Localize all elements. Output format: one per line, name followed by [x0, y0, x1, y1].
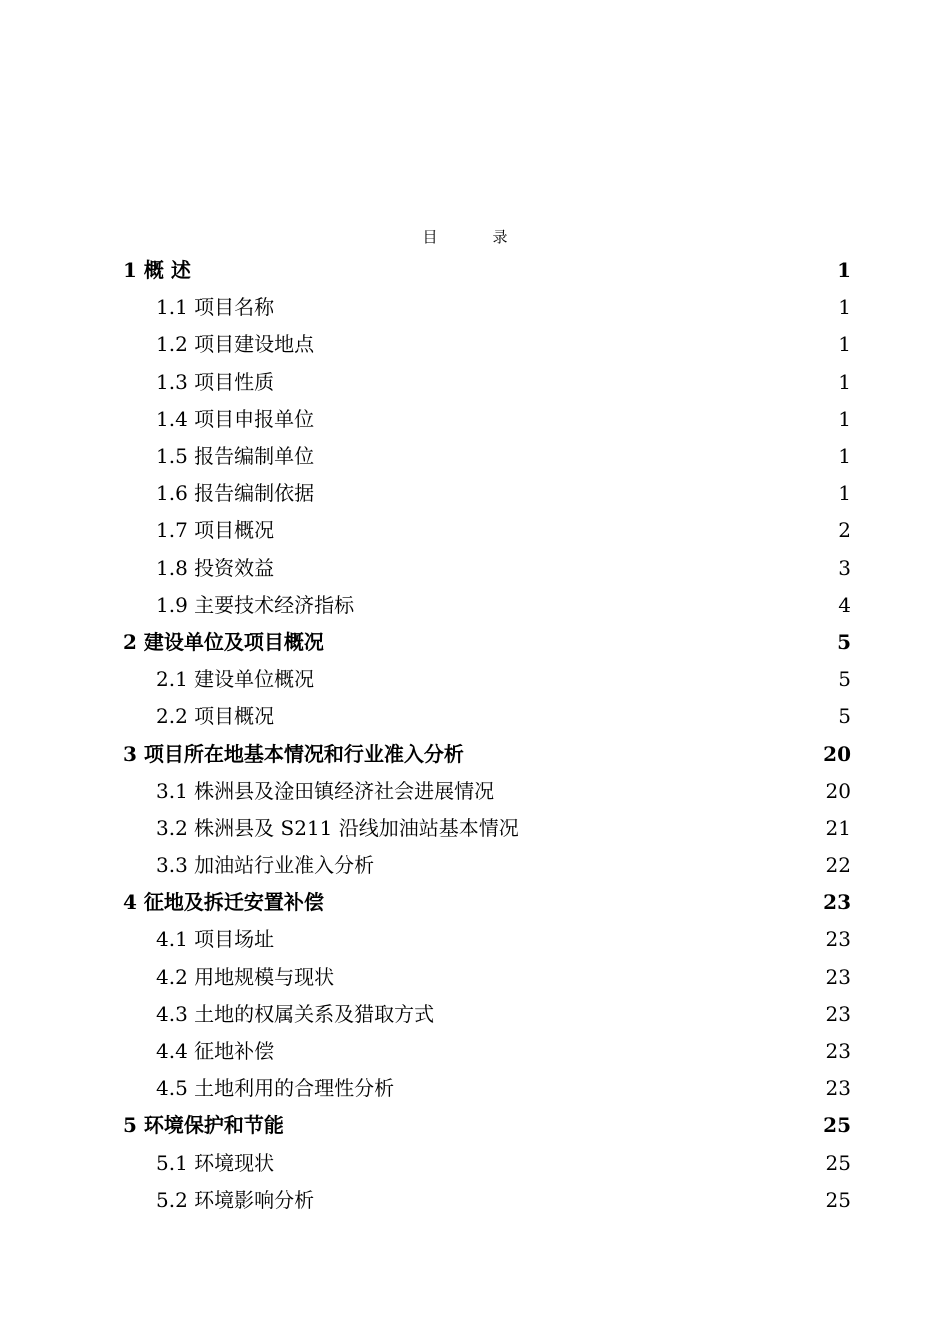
toc-entry-page-number: 5	[838, 667, 851, 692]
toc-entry-text: 报告编制依据	[194, 481, 315, 506]
toc-entry-label	[156, 773, 494, 810]
toc-chapter-entry[interactable]	[123, 884, 851, 921]
toc-entry-text: 加油站行业准入分析	[194, 853, 375, 878]
toc-entry-number: 3.1	[156, 778, 188, 803]
toc-section-entry[interactable]	[123, 959, 851, 996]
toc-entry-text: 项目建设地点	[194, 332, 315, 357]
toc-entry-number: 1.4	[156, 406, 188, 431]
toc-entry-number: 4.4	[156, 1039, 188, 1064]
toc-section-entry[interactable]	[123, 587, 851, 624]
toc-entry-label	[156, 1070, 394, 1107]
toc-entry-page-number: 25	[825, 1150, 851, 1175]
toc-entry-text: 株洲县及淦田镇经济社会进展情况	[194, 778, 495, 803]
toc-entry-page-number: 23	[825, 964, 851, 989]
toc-entry-number: 2.1	[156, 667, 188, 692]
toc-entry-page-number: 23	[825, 1039, 851, 1064]
toc-entry-label	[156, 698, 274, 735]
toc-section-entry[interactable]	[123, 550, 851, 587]
toc-entry-text: 环境现状	[194, 1150, 275, 1175]
toc-entry-page-number: 1	[838, 481, 851, 506]
toc-entry-text: 环境保护和节能	[143, 1113, 284, 1138]
toc-chapter-entry[interactable]	[123, 735, 851, 772]
toc-entry-text: 株洲县及 S211 沿线加油站基本情况	[194, 815, 519, 840]
toc-entry-number: 1	[123, 258, 137, 283]
toc-entry-number: 1.5	[156, 444, 188, 469]
toc-entry-label	[156, 438, 314, 475]
toc-entry-number: 2.2	[156, 704, 188, 729]
toc-chapter-entry[interactable]	[123, 252, 851, 289]
toc-entry-text: 项目所在地基本情况和行业准入分析	[143, 741, 464, 766]
toc-entry-text: 项目性质	[194, 369, 275, 394]
toc-entry-label	[156, 1182, 314, 1219]
toc-entry-page-number: 5	[838, 704, 851, 729]
toc-entry-text: 报告编制单位	[194, 444, 315, 469]
toc-section-entry[interactable]	[123, 364, 851, 401]
table-of-contents	[123, 252, 851, 1219]
toc-section-entry[interactable]	[123, 1070, 851, 1107]
toc-entry-page-number: 21	[825, 815, 851, 840]
toc-chapter-entry[interactable]	[123, 624, 851, 661]
toc-entry-number: 1.9	[156, 592, 188, 617]
toc-entry-text: 征地补偿	[194, 1039, 275, 1064]
toc-entry-label	[156, 921, 274, 958]
toc-entry-label	[156, 959, 334, 996]
toc-section-entry[interactable]	[123, 475, 851, 512]
toc-entry-number: 4.3	[156, 1001, 188, 1026]
toc-entry-text: 土地的权属关系及猎取方式	[194, 1001, 435, 1026]
toc-entry-text: 项目场址	[194, 927, 275, 952]
toc-entry-text: 主要技术经济指标	[194, 592, 355, 617]
toc-entry-text: 项目名称	[194, 295, 275, 320]
toc-section-entry[interactable]	[123, 438, 851, 475]
toc-entry-page-number: 1	[838, 406, 851, 431]
toc-entry-label	[156, 289, 274, 326]
toc-entry-label	[156, 810, 519, 847]
toc-section-entry[interactable]	[123, 810, 851, 847]
toc-entry-number: 5	[123, 1113, 137, 1138]
toc-entry-page-number: 23	[825, 927, 851, 952]
toc-entry-page-number: 2	[838, 518, 851, 543]
toc-entry-page-number: 25	[825, 1187, 851, 1212]
toc-entry-text: 项目概况	[194, 518, 275, 543]
toc-entry-number: 5.2	[156, 1187, 188, 1212]
toc-entry-text: 建设单位概况	[194, 667, 315, 692]
toc-entry-number: 1.2	[156, 332, 188, 357]
toc-entry-number: 5.1	[156, 1150, 188, 1175]
toc-entry-text: 征地及拆迁安置补偿	[143, 890, 324, 915]
toc-entry-number: 3.3	[156, 853, 188, 878]
toc-entry-page-number: 1	[838, 332, 851, 357]
toc-entry-page-number: 1	[838, 369, 851, 394]
toc-section-entry[interactable]	[123, 698, 851, 735]
toc-section-entry[interactable]	[123, 401, 851, 438]
toc-entry-page-number: 20	[823, 741, 851, 766]
toc-entry-number: 1.6	[156, 481, 188, 506]
toc-entry-label	[123, 624, 324, 661]
toc-entry-page-number: 5	[837, 629, 851, 654]
toc-entry-page-number: 20	[825, 778, 851, 803]
toc-section-entry[interactable]	[123, 847, 851, 884]
toc-entry-text: 环境影响分析	[194, 1187, 315, 1212]
toc-entry-label	[156, 512, 274, 549]
toc-entry-label	[156, 1145, 274, 1182]
toc-entry-label	[156, 847, 374, 884]
toc-section-entry[interactable]	[123, 326, 851, 363]
toc-entry-label	[156, 326, 314, 363]
toc-entry-text: 项目概况	[194, 704, 275, 729]
toc-entry-page-number: 1	[837, 258, 851, 283]
toc-entry-number: 4	[123, 890, 137, 915]
toc-entry-page-number: 22	[825, 853, 851, 878]
toc-entry-text: 建设单位及项目概况	[143, 629, 324, 654]
toc-entry-label	[156, 1033, 274, 1070]
toc-section-entry[interactable]	[123, 512, 851, 549]
toc-entry-page-number: 1	[838, 295, 851, 320]
toc-entry-label	[156, 401, 314, 438]
toc-entry-number: 1.8	[156, 555, 188, 580]
toc-section-entry[interactable]	[123, 289, 851, 326]
toc-entry-number: 2	[123, 629, 137, 654]
toc-entry-text: 土地利用的合理性分析	[194, 1076, 395, 1101]
toc-section-entry[interactable]	[123, 661, 851, 698]
toc-entry-page-number: 25	[823, 1113, 851, 1138]
toc-entry-label	[156, 475, 314, 512]
toc-section-entry[interactable]	[123, 921, 851, 958]
toc-section-entry[interactable]	[123, 773, 851, 810]
toc-entry-page-number: 1	[838, 444, 851, 469]
toc-entry-text: 概 述	[143, 258, 191, 283]
toc-entry-page-number: 3	[838, 555, 851, 580]
toc-entry-label	[156, 364, 274, 401]
toc-entry-page-number: 4	[838, 592, 851, 617]
toc-section-entry[interactable]	[123, 1182, 851, 1219]
toc-entry-label	[123, 736, 464, 773]
toc-entry-number: 1.1	[156, 295, 188, 320]
toc-section-entry[interactable]	[123, 1145, 851, 1182]
toc-chapter-entry[interactable]	[123, 1107, 851, 1144]
toc-entry-label	[156, 587, 354, 624]
toc-entry-page-number: 23	[823, 890, 851, 915]
toc-entry-number: 1.7	[156, 518, 188, 543]
toc-entry-label	[123, 1107, 284, 1144]
toc-entry-label	[123, 252, 191, 289]
toc-entry-number: 1.3	[156, 369, 188, 394]
toc-entry-number: 3	[123, 741, 137, 766]
toc-entry-number: 4.1	[156, 927, 188, 952]
toc-entry-text: 用地规模与现状	[194, 964, 335, 989]
toc-entry-number: 3.2	[156, 815, 188, 840]
toc-entry-number: 4.5	[156, 1076, 188, 1101]
toc-entry-label	[123, 884, 324, 921]
toc-entry-page-number: 23	[825, 1001, 851, 1026]
toc-section-entry[interactable]	[123, 1033, 851, 1070]
toc-entry-page-number: 23	[825, 1076, 851, 1101]
toc-entry-text: 投资效益	[194, 555, 275, 580]
toc-section-entry[interactable]	[123, 996, 851, 1033]
toc-entry-label	[156, 996, 434, 1033]
toc-entry-label	[156, 661, 314, 698]
toc-entry-number: 4.2	[156, 964, 188, 989]
toc-entry-text: 项目申报单位	[194, 406, 315, 431]
toc-title: 目 录	[422, 228, 528, 246]
toc-entry-label	[156, 550, 274, 587]
